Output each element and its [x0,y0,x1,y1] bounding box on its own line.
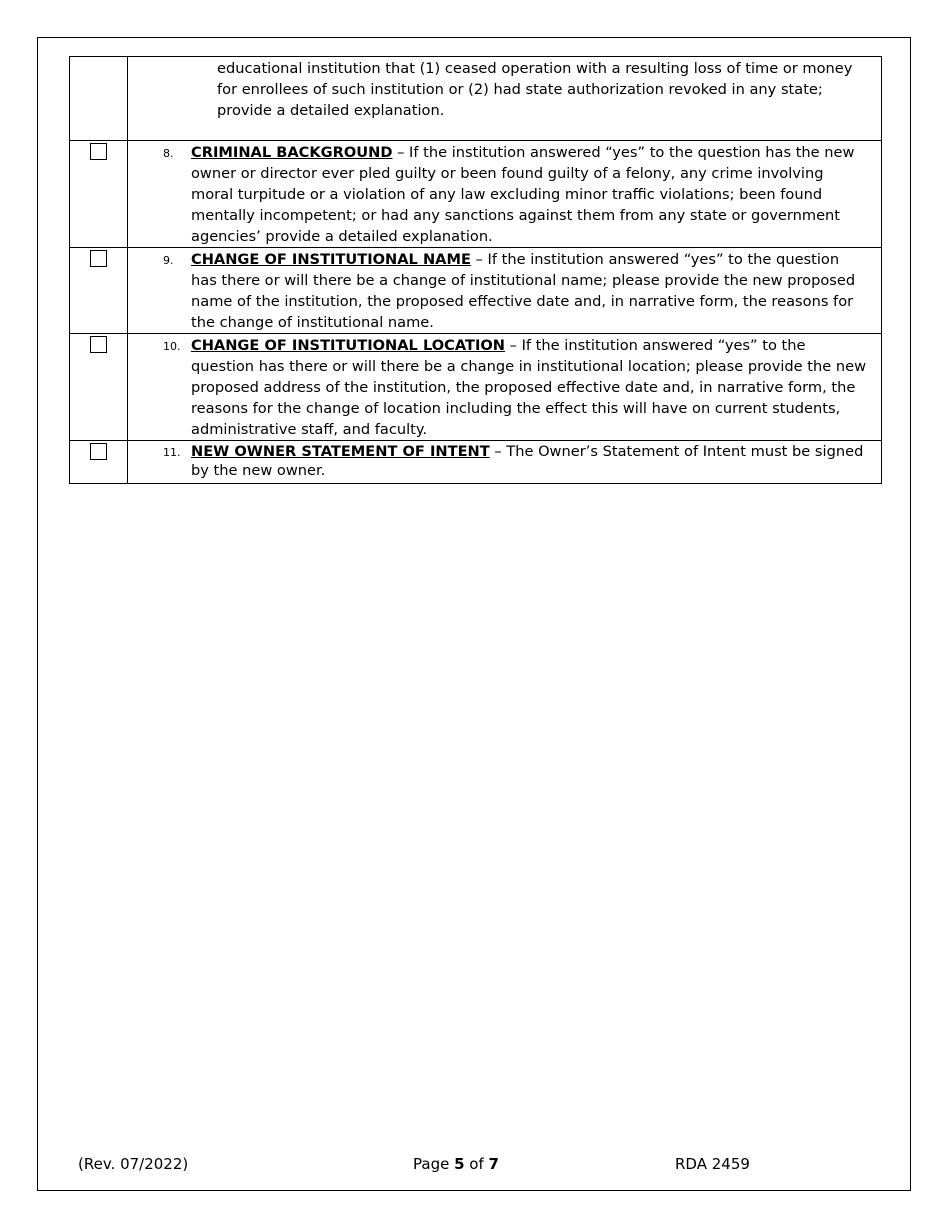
checkbox-criminal-background[interactable] [90,143,107,160]
check-cell [70,248,128,334]
continuation-text: educational institution that (1) ceased operation with a resulting loss of time or money for enrollees of such institution or (2) had state authorization revoked in any state; provide a detailed explanation. [217,60,853,119]
item-number: 8. [163,147,174,160]
check-cell [70,441,128,484]
check-cell [70,141,128,248]
item-title: NEW OWNER STATEMENT OF INTENT [191,443,490,460]
item-cell [128,141,882,248]
item-body [191,249,869,333]
check-cell [70,334,128,441]
empty-check-cell [70,57,128,141]
item-body [191,442,869,480]
table-row-item-10 [70,334,882,441]
page-of: of [464,1155,489,1173]
page-total: 7 [488,1155,499,1173]
item-body [191,142,869,247]
continuation-cell [128,57,882,141]
item-number: 11. [163,446,181,459]
page-current: 5 [454,1155,465,1173]
item-number: 10. [163,340,181,353]
checklist-table [69,56,882,484]
item-body [191,335,869,440]
list-item [128,441,881,480]
checkbox-change-of-name[interactable] [90,250,107,267]
table-row-item-11 [70,441,882,484]
item-cell [128,248,882,334]
table-row-continuation [70,57,882,141]
table-row-item-8 [70,141,882,248]
item-cell [128,334,882,441]
list-item [128,248,881,333]
item-title: CRIMINAL BACKGROUND [191,144,393,161]
checkbox-change-of-location[interactable] [90,336,107,353]
item-number: 9. [163,254,174,267]
item-cell [128,441,882,484]
item-title: CHANGE OF INSTITUTIONAL NAME [191,251,471,268]
item-text: – If the institution answered “yes” to the question has the new owner or director ever pled guilty or been found guilty of a felony, any crime involving moral turpitude or a violation of any law excluding minor traffic violations; been found mentally incompetent; or had any sanctions against them from any state or government agencies’ provide a detailed explanation. [191,144,855,245]
form-number: RDA 2459 [675,1155,750,1173]
list-item [128,141,881,247]
checkbox-statement-of-intent[interactable] [90,443,107,460]
revision-date: (Rev. 07/2022) [78,1155,189,1173]
item-text: – The Owner’s Statement of Intent must be signed by the new owner. [191,443,864,479]
list-item [128,334,881,440]
table-row-item-9 [70,248,882,334]
item-text: – If the institution answered “yes” to the question has there or will there be a change of institutional name; please provide the new proposed name of the institution, the proposed effective date and, in narrative form, the reasons for the change of institutional name. [191,251,856,331]
item-text: – If the institution answered “yes” to the question has there or will there be a change in institutional location; please provide the new proposed address of the institution, the proposed effective date and, in narrative form, the reasons for the change of location including the effect this will have on current students, administrative staff, and faculty. [191,337,867,438]
item-title: CHANGE OF INSTITUTIONAL LOCATION [191,337,506,354]
page-prefix: Page [413,1155,455,1173]
page-number [413,1155,499,1173]
